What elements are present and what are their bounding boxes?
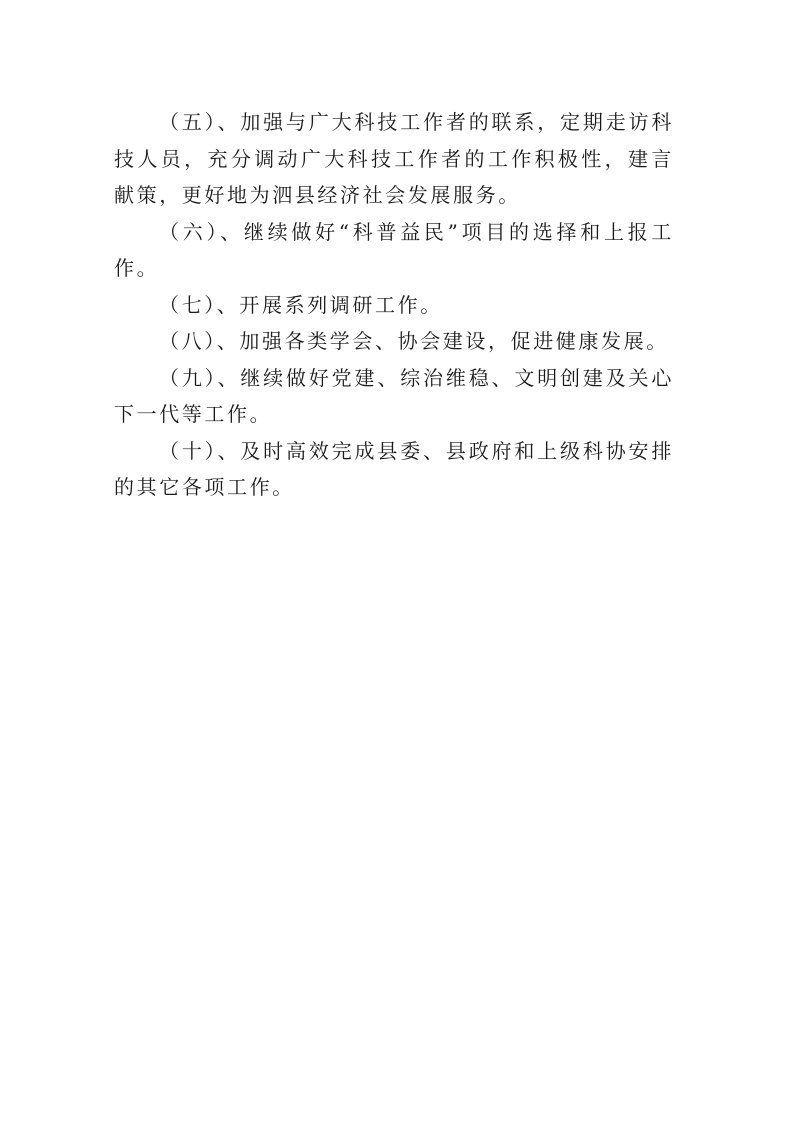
paragraph-item-5: （五）、加强与广大科技工作者的联系，定期走访科技人员，充分调动广大科技工作者的工作积极性，建言献策，更好地为泗县经济社会发展服务。 (114, 110, 674, 207)
paragraph-item-6: （六）、继续做好“科普益民”项目的选择和上报工作。 (114, 219, 674, 280)
paragraph-item-10: （十）、及时高效完成县委、县政府和上级科协安排的其它各项工作。 (114, 438, 674, 499)
document-body (114, 104, 674, 506)
paragraph-item-9: （九）、继续做好党建、综治维稳、文明创建及关心下一代等工作。 (114, 365, 674, 426)
paragraph-item-8: （八）、加强各类学会、协会建设，促进健康发展。 (159, 329, 669, 353)
paragraph-item-7: （七）、开展系列调研工作。 (159, 292, 443, 317)
